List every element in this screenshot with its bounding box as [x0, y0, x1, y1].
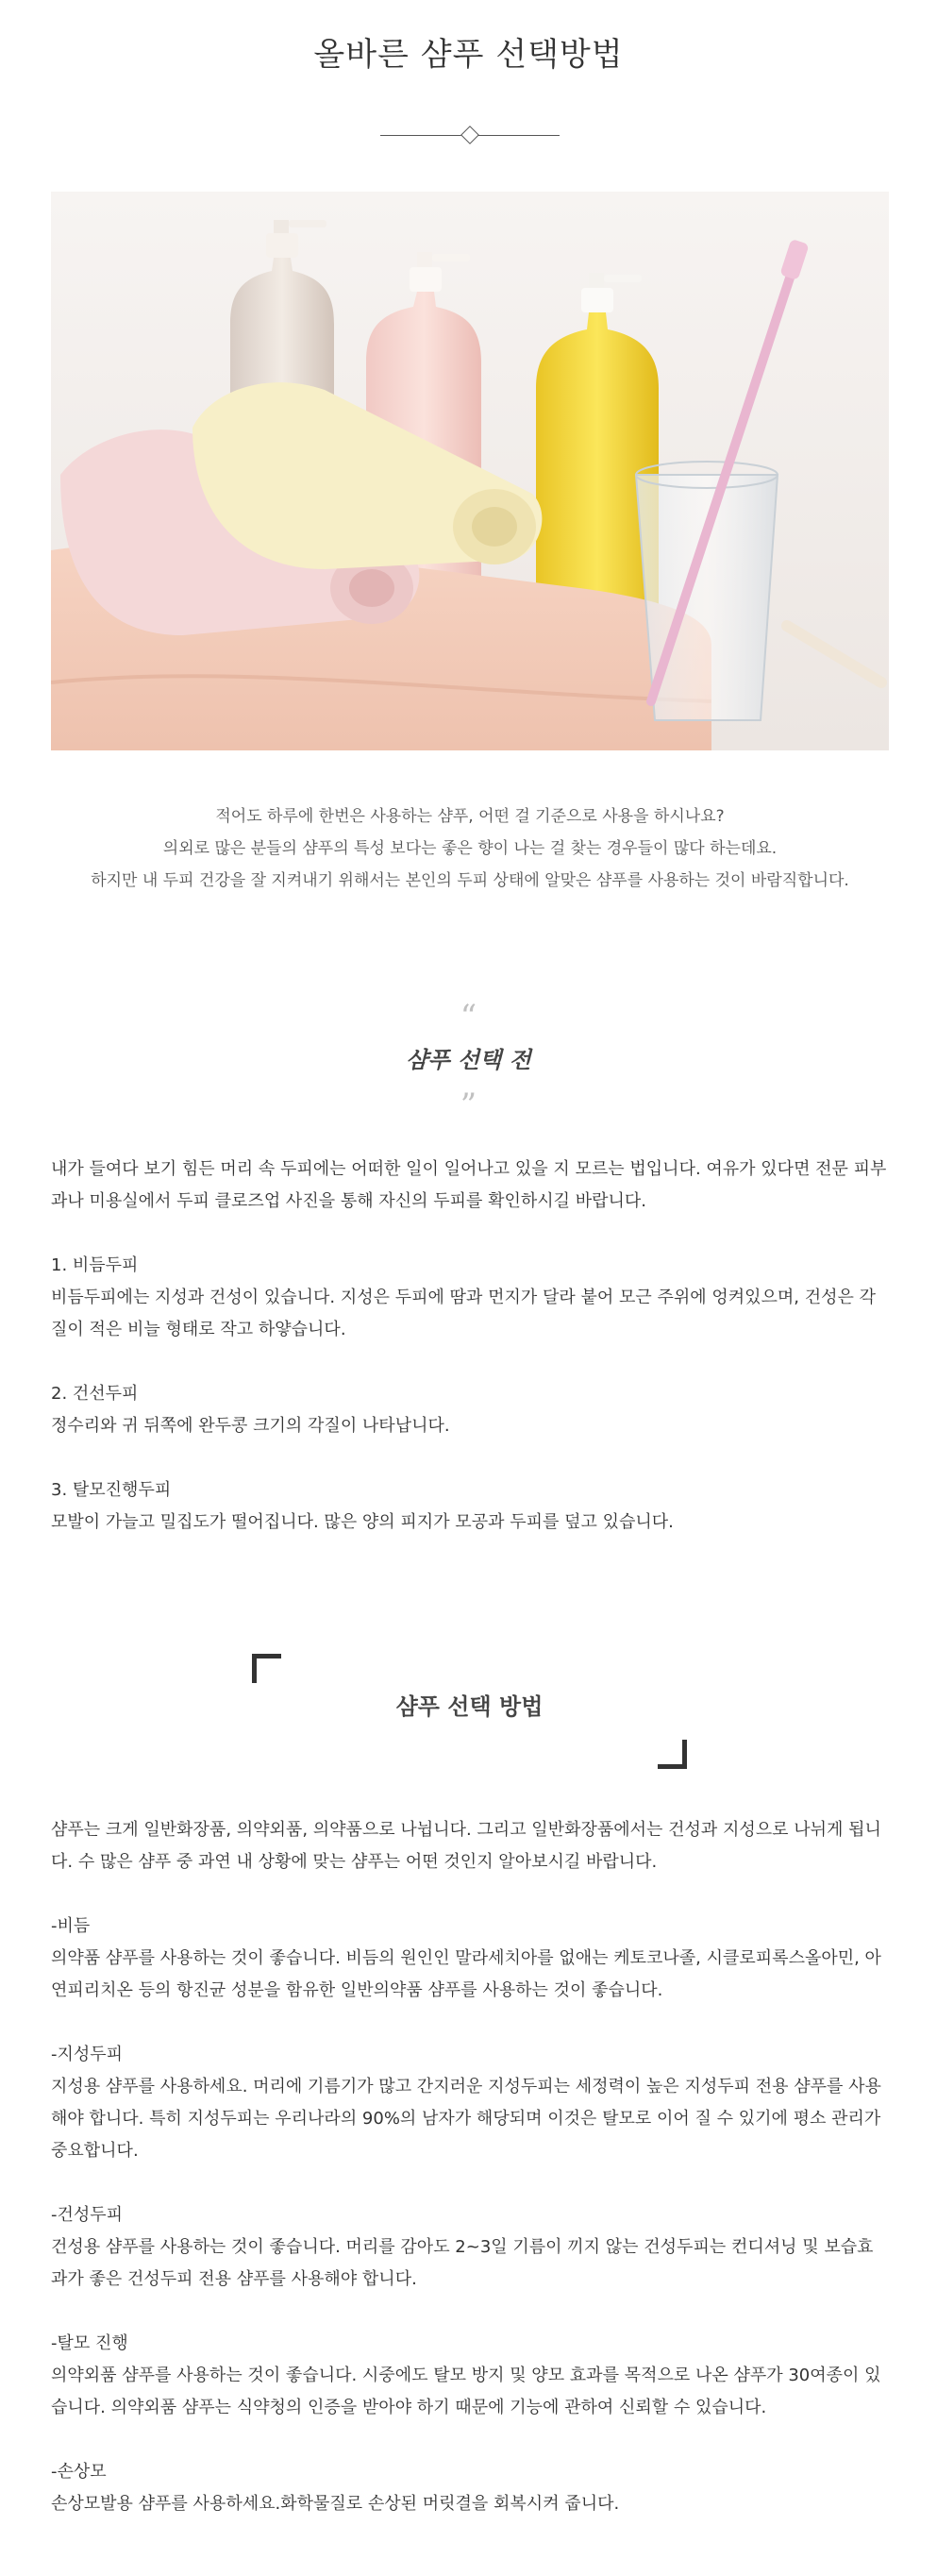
item-heading: -비듬 [51, 1916, 91, 1936]
hero-image [51, 192, 889, 750]
item-heading: 2. 건선두피 [51, 1384, 139, 1404]
paragraph: 건성용 샴푸를 사용하는 것이 좋습니다. 머리를 감아도 2~3일 기름이 끼지 않는 건성두피는 컨디셔닝 및 보습효과가 좋은 건성두피 전용 샴푸를 사용해야 합니다. [51, 2237, 874, 2289]
item-heading: 1. 비듬두피 [51, 1255, 139, 1275]
divider-line-left [380, 135, 461, 136]
intro-line: 의외로 많은 분들의 샴푸의 특성 보다는 좋은 향이 나는 걸 찾는 경우들이 많다 하는데요. [162, 839, 778, 858]
divider-line-right [478, 135, 560, 136]
paragraph: 지성용 샴푸를 사용하세요. 머리에 기름기가 많고 간지러운 지성두피는 세정력이 높은 지성두피 전용 샴푸를 사용해야 합니다. 특히 지성두피는 우리나라의 90%의 남자가 해당되며 이것은 탈모로 이어 질 수 있기에 평소 관리가 중요합니다. [51, 2077, 881, 2161]
intro-line: 하지만 내 두피 건강을 잘 지켜내기 위해서는 본인의 두피 상태에 알맞은 샴푸를 사용하는 것이 바람직합니다. [91, 871, 849, 890]
open-quote-icon: “ [460, 998, 477, 1035]
corner-bracket-icon [252, 1654, 281, 1683]
section-heading-before [0, 998, 937, 1124]
section-title: 샴푸 선택 전 [406, 1047, 531, 1073]
item-heading: -지성두피 [51, 2045, 124, 2064]
paragraph: 비듬두피에는 지성과 건성이 있습니다. 지성은 두피에 땀과 먼지가 달라 붙어 모근 주위에 엉켜있으며, 건성은 각질이 적은 비늘 형태로 작고 하얗습니다. [51, 1288, 877, 1339]
diamond-icon [460, 126, 479, 144]
paragraph: 모발이 가늘고 밀집도가 떨어집니다. 많은 양의 피지가 모공과 두피를 덮고 있습니다. [51, 1512, 674, 1532]
item-heading: -건성두피 [51, 2205, 124, 2225]
intro-text [51, 800, 889, 897]
item-heading: -손상모 [51, 2462, 107, 2482]
item-heading: 3. 탈모진행두피 [51, 1480, 172, 1500]
paragraph: 손상모발용 샴푸를 사용하세요.화학물질로 손상된 머릿결을 회복시켜 줍니다. [51, 2494, 620, 2514]
item-heading: -탈모 진행 [51, 2333, 128, 2353]
close-quote-icon: ” [460, 1086, 477, 1124]
section-body-before [51, 1153, 889, 1539]
paragraph: 샴푸는 크게 일반화장품, 의약외품, 의약품으로 나뉩니다. 그리고 일반화장품에서는 건성과 지성으로 나뉘게 됩니다. 수 많은 샴푸 중 과연 내 상황에 맞는 샴푸는 어떤 것인지 알아보시길 바랍니다. [51, 1820, 881, 1872]
title-divider [380, 117, 560, 136]
paragraph: 의약품 샴푸를 사용하는 것이 좋습니다. 비듬의 원인인 말라세치아를 없애는 케토코나졸, 시클로피록스올아민, 아연피리치온 등의 항진균 성분을 함유한 일반의약품 샴푸를 사용하는 것이 좋습니다. [51, 1948, 881, 2000]
paragraph: 정수리와 귀 뒤쪽에 완두콩 크기의 각질이 나타납니다. [51, 1416, 450, 1436]
paragraph: 내가 들여다 보기 힘든 머리 속 두피에는 어떠한 일이 일어나고 있을 지 모르는 법입니다. 여유가 있다면 전문 피부과나 미용실에서 두피 클로즈업 사진을 통해 자신의 두피를 확인하시길 바랍니다. [51, 1159, 887, 1211]
section-body-method [51, 1814, 889, 2520]
intro-line: 적어도 하루에 한번은 사용하는 샴푸, 어떤 걸 기준으로 사용을 하시나요? [215, 807, 725, 826]
corner-bracket-icon [658, 1740, 687, 1769]
page-title: 올바른 샴푸 선택방법 [313, 36, 624, 74]
paragraph: 의약외품 샴푸를 사용하는 것이 좋습니다. 시중에도 탈모 방지 및 양모 효과를 목적으로 나온 샴푸가 30여종이 있습니다. 의약외품 샴푸는 식약청의 인증을 받아야 하기 때문에 기능에 관하여 신뢰할 수 있습니다. [51, 2366, 881, 2417]
section-heading-method [252, 1654, 687, 1769]
section-title: 샴푸 선택 방법 [395, 1693, 544, 1720]
